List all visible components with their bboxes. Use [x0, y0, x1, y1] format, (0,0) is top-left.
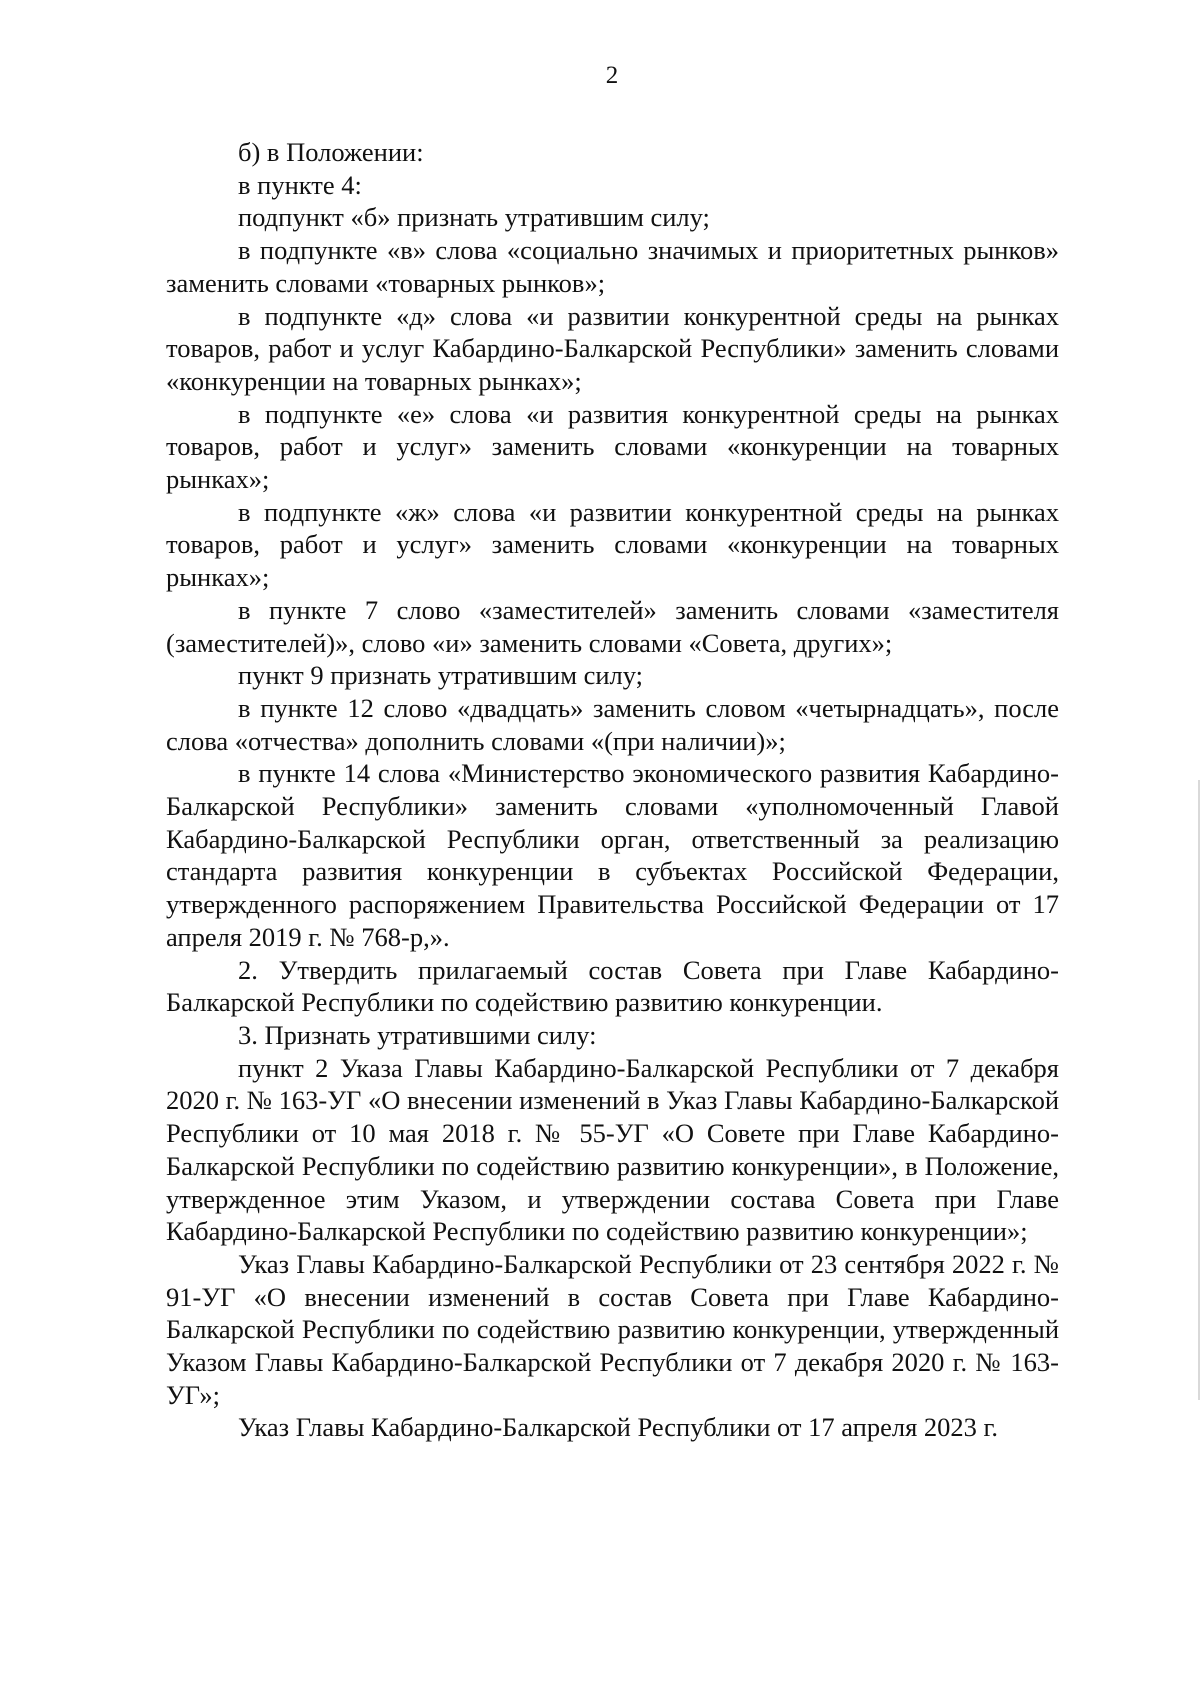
paragraph: подпункт «б» признать утратившим силу;: [238, 202, 710, 233]
paragraph: 2. Утвердить прилагаемый состав Совета при Главе Кабардино-Балкарской Республики по содействию развитию конкуренции.: [166, 954, 1059, 1018]
paragraph: пункт 9 признать утратившим силу;: [238, 660, 644, 691]
paragraph: Указ Главы Кабардино-Балкарской Республики от 17 апреля 2023 г.: [238, 1412, 999, 1443]
paragraph: пункт 2 Указа Главы Кабардино-Балкарской Республики от 7 декабря 2020 г. № 163-УГ «О внесении изменений в Указ Главы Кабардино-Балкарской Республики от 10 мая 2018 г. № 55-УГ «О Совете при Главе Кабардино-Балкарской Республики по содействию развитию конкуренции», в Положение, утвержденное этим Указом, и утверждении состава Совета при Главе Кабардино-Балкарской Республики по содействию развитию конкуренции»;: [166, 1052, 1059, 1247]
paragraph: в пункте 7 слово «заместителей» заменить словами «заместителя (заместителей)», слово «и» заменить словами «Совета, других»;: [166, 594, 1059, 658]
paragraph: в пункте 12 слово «двадцать» заменить словом «четырнадцать», после слова «отчества» дополнить словами «(при наличии)»;: [166, 692, 1059, 756]
page-number: 2: [605, 62, 619, 89]
paragraph: 3. Признать утратившими силу:: [238, 1019, 597, 1050]
paragraph: б) в Положении:: [238, 137, 424, 167]
paragraph: Указ Главы Кабардино-Балкарской Республики от 23 сентября 2022 г. № 91-УГ «О внесении изменений в состав Совета при Главе Кабардино-Балкарской Республики по содействию развитию конкуренции, утвержденный Указом Главы Кабардино-Балкарской Республики от 7 декабря 2020 г. № 163-УГ»;: [166, 1248, 1059, 1410]
document-body: [166, 136, 1059, 1444]
paragraph: в подпункте «в» слова «социально значимых и приоритетных рынков» заменить словами «товарных рынков»;: [166, 235, 1059, 298]
paragraph: в подпункте «ж» слова «и развитии конкурентной среды на рынках товаров, работ и услуг» заменить словами «конкуренции на товарных рынках»;: [166, 496, 1059, 593]
paragraph: в пункте 14 слова «Министерство экономического развития Кабардино-Балкарской Республики» заменить словами «уполномоченный Главой Кабардино-Балкарской Республики орган, ответственный за реализацию стандарта развития конкуренции в субъектах Российской Федерации, утвержденного распоряжением Правительства Российской Федерации от 17 апреля 2019 г. № 768-р,».: [166, 758, 1059, 952]
paragraph: в подпункте «е» слова «и развития конкурентной среды на рынках товаров, работ и услуг» заменить словами «конкуренции на товарных рынках»;: [166, 398, 1059, 495]
paragraph: в пункте 4:: [238, 169, 362, 200]
paragraph: в подпункте «д» слова «и развитии конкурентной среды на рынках товаров, работ и услуг Кабардино-Балкарской Республики» заменить словами «конкуренции на товарных рынках»;: [166, 300, 1059, 396]
